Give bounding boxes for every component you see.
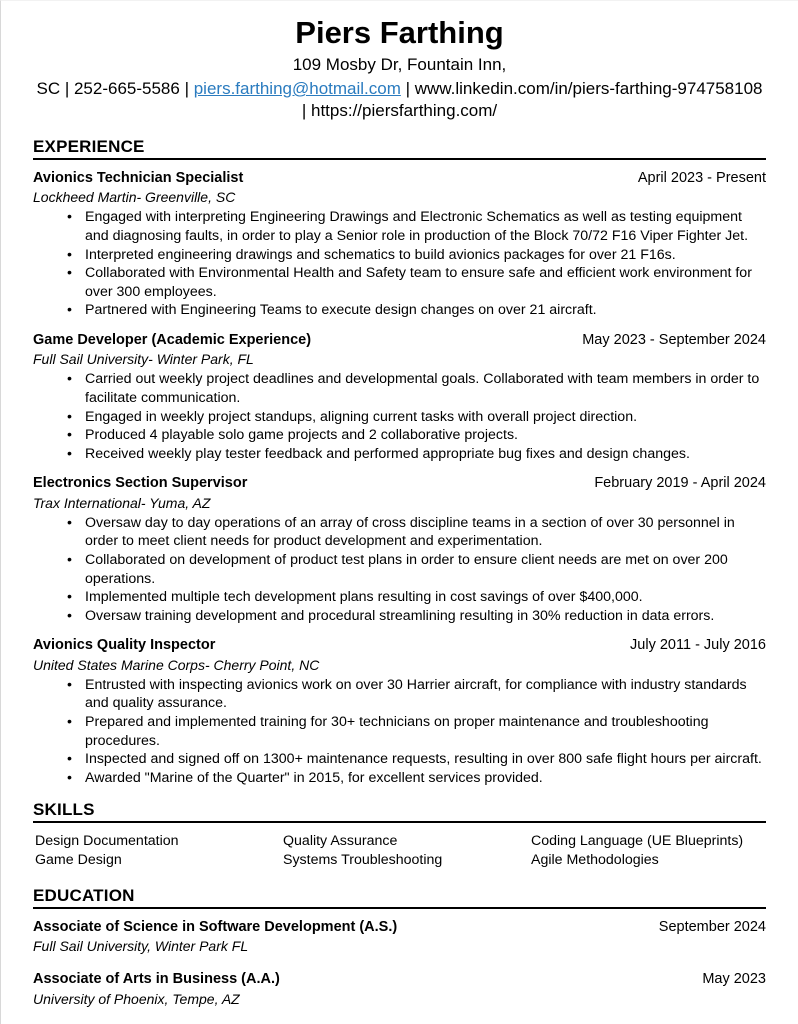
job-title: Avionics Technician Specialist: [33, 169, 244, 186]
job-bullet-text: Produced 4 playable solo game projects and 2 collaborative projects.: [85, 427, 518, 444]
job-bullet-list: [33, 208, 766, 320]
job-bullet: [33, 713, 766, 750]
section-heading-education: EDUCATION: [33, 886, 766, 909]
job-bullet-text: Collaborated on development of product test plans in order to ensure client needs are met on over 200 operations.: [85, 551, 728, 587]
experience-list: [33, 169, 766, 787]
job-bullet-text: Prepared and implemented training for 30+ technicians on proper maintenance and troubleshooting procedures.: [85, 713, 709, 749]
job-bullet: [33, 370, 766, 407]
job-bullet-text: Inspected and signed off on 1300+ maintenance requests, resulting in over 800 safe flight hours per aircraft.: [85, 751, 762, 768]
skill-item: Coding Language (UE Blueprints): [531, 833, 744, 850]
job-bullet-text: Oversaw day to day operations of an array of cross discipline teams in a section of over 30 personnel in order to meet client needs for product development and experimentation.: [85, 514, 735, 550]
job-bullet: [33, 264, 766, 301]
job-bullet-text: Interpreted engineering drawings and schematics to build avionics packages for over 21 F16s.: [85, 246, 676, 263]
job-title: Avionics Quality Inspector: [33, 637, 216, 654]
degree-title: Associate of Science in Software Development (A.S.): [33, 918, 398, 935]
job-employer: Lockheed Martin- Greenville, SC: [33, 189, 236, 206]
bullet-icon: •: [67, 246, 72, 263]
experience-entry: [33, 331, 766, 463]
job-bullet-text: Engaged in weekly project standups, aligning current tasks with overall project direction.: [85, 408, 638, 425]
address-line: 109 Mosby Dr, Fountain Inn,: [292, 54, 507, 74]
contact-line: [33, 54, 766, 76]
bullet-icon: •: [67, 676, 72, 693]
job-bullet: [33, 445, 766, 464]
bullet-icon: •: [67, 371, 72, 388]
skill-item: Game Design: [35, 852, 122, 869]
job-bullet: [33, 750, 766, 769]
contact-details-line: [33, 78, 766, 123]
skill-item: Quality Assurance: [283, 833, 398, 850]
bullet-icon: •: [67, 751, 72, 768]
degree-title: Associate of Arts in Business (A.A.): [33, 971, 280, 988]
job-bullet-text: Implemented multiple tech development plans resulting in cost savings of over $400,000.: [85, 589, 643, 606]
job-bullet-text: Engaged with interpreting Engineering Drawings and Electronic Schematics as well as testing equipment and diagnosing faults, in order to play a Senior role in production of the Block 70/72 F16 Viper Fighter Jet.: [85, 209, 749, 244]
experience-entry: [33, 169, 766, 320]
degree-school: University of Phoenix, Tempe, AZ: [33, 990, 240, 1007]
skills-grid: [33, 832, 766, 869]
bullet-icon: •: [67, 408, 72, 425]
candidate-name: Piers Farthing: [295, 15, 504, 50]
job-bullet-text: Received weekly play tester feedback and performed appropriate bug fixes and design changes.: [85, 445, 690, 462]
job-bullet: [33, 301, 766, 320]
degree-school: Full Sail University, Winter Park FL: [33, 938, 249, 955]
resume-header: [33, 15, 766, 123]
job-bullet-text: Entrusted with inspecting avionics work on over 30 Harrier aircraft, for compliance with industry standards and quality assurance.: [85, 676, 747, 712]
job-bullet: [33, 208, 766, 245]
email-link[interactable]: piers.farthing@hotmail.com: [193, 79, 401, 99]
bullet-icon: •: [67, 445, 72, 462]
experience-entry-header: [33, 169, 766, 189]
job-date-range: February 2019 - April 2024: [594, 475, 766, 492]
job-employer: Trax International- Yuma, AZ: [33, 494, 211, 511]
job-bullet-text: Oversaw training development and procedural streamlining resulting in 30% reduction in data errors.: [85, 607, 715, 624]
skill-item: Agile Methodologies: [531, 852, 659, 869]
job-bullet-text: Collaborated with Environmental Health and Safety team to ensure safe and efficient work environment for over 300 employees.: [85, 265, 752, 300]
experience-entry-header: [33, 636, 766, 656]
section-heading-skills: SKILLS: [33, 800, 766, 823]
job-bullet: [33, 246, 766, 265]
job-bullet: [33, 607, 766, 626]
section-heading-experience: EXPERIENCE: [33, 137, 766, 160]
bullet-icon: •: [67, 302, 72, 319]
bullet-icon: •: [67, 713, 72, 730]
bullet-icon: •: [67, 589, 72, 606]
job-employer: United States Marine Corps- Cherry Point, NC: [33, 656, 320, 673]
job-bullet: [33, 426, 766, 445]
bullet-icon: •: [67, 514, 72, 531]
degree-date: September 2024: [658, 918, 766, 935]
experience-entry-header: [33, 331, 766, 351]
job-date-range: July 2011 - July 2016: [630, 637, 766, 654]
experience-entry: [33, 474, 766, 625]
job-date-range: May 2023 - September 2024: [582, 331, 766, 348]
job-bullet-text: Awarded "Marine of the Quarter" in 2015, for excellent services provided.: [85, 769, 543, 786]
job-bullet: [33, 514, 766, 551]
job-bullet-list: [33, 370, 766, 463]
bullet-icon: •: [67, 607, 72, 624]
skill-item: Systems Troubleshooting: [283, 852, 443, 869]
education-entry: [33, 918, 766, 956]
job-bullet: [33, 551, 766, 588]
job-bullet: [33, 676, 766, 713]
bullet-icon: •: [67, 209, 72, 226]
contact-phone-text: SC | 252-665-5586 |: [36, 79, 194, 99]
job-title: Electronics Section Supervisor: [33, 475, 248, 492]
job-bullet: [33, 408, 766, 427]
education-entry: [33, 970, 766, 1008]
education-entry-header: [33, 970, 766, 990]
job-bullet: [33, 588, 766, 607]
job-bullet-list: [33, 514, 766, 626]
job-employer: Full Sail University- Winter Park, FL: [33, 351, 254, 368]
resume-body: [1, 1, 798, 1009]
bullet-icon: •: [67, 427, 72, 444]
bullet-icon: •: [67, 769, 72, 786]
bullet-icon: •: [67, 551, 72, 568]
job-title: Game Developer (Academic Experience): [33, 331, 312, 348]
bullet-icon: •: [67, 265, 72, 282]
degree-date: May 2023: [702, 971, 766, 988]
job-date-range: April 2023 - Present: [637, 169, 766, 186]
job-bullet-text: Partnered with Engineering Teams to execute design changes on over 21 aircraft.: [85, 302, 597, 319]
education-entry-header: [33, 918, 766, 938]
skill-item: Design Documentation: [35, 833, 179, 850]
contact-links-text: | www.linkedin.com/in/piers-farthing-974758108 | https://piersfarthing.com/: [301, 79, 763, 121]
experience-entry-header: [33, 474, 766, 494]
job-bullet: [33, 769, 766, 788]
job-bullet-text: Carried out weekly project deadlines and developmental goals. Collaborated with team members in order to facilitate communication.: [85, 371, 760, 406]
job-bullet-list: [33, 676, 766, 788]
education-list: [33, 918, 766, 1009]
experience-entry: [33, 636, 766, 787]
